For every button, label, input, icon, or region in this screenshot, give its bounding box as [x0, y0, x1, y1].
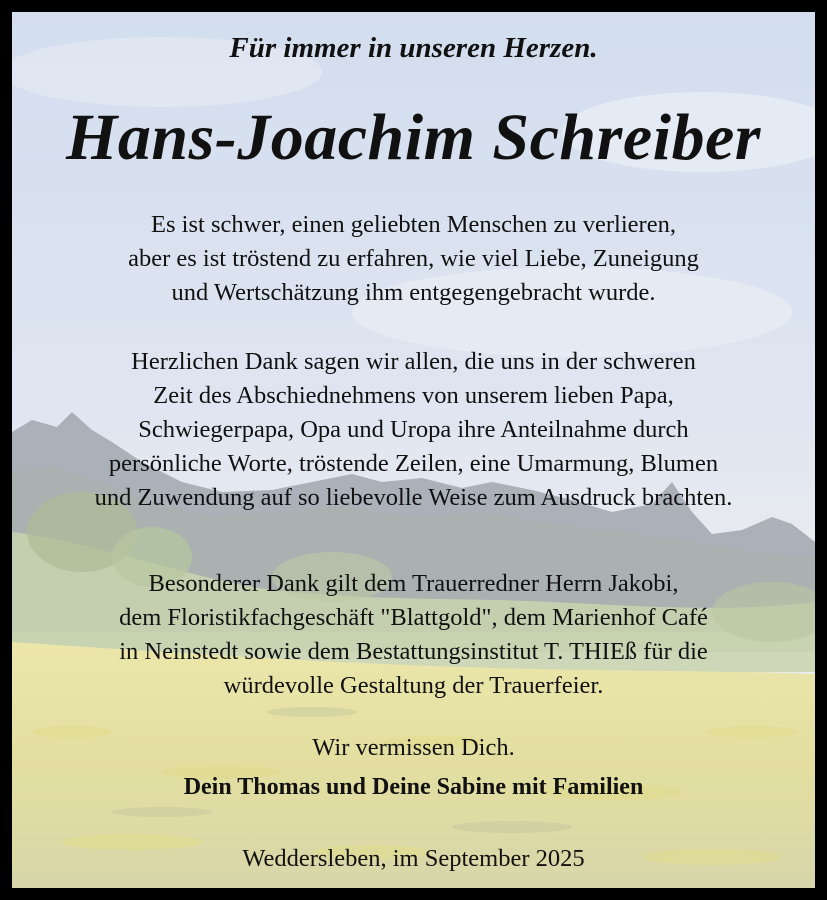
paragraph-3-line: dem Floristikfachgeschäft "Blattgold", dem Marienhof Café	[119, 604, 708, 631]
paragraph-3-line: Besonderer Dank gilt dem Trauerredner Herrn Jakobi,	[148, 570, 679, 597]
obituary-card	[12, 12, 815, 888]
paragraph-3-line: in Neinstedt sowie dem Bestattungsinstitut T. THIEß für die	[119, 638, 708, 665]
deceased-name: Hans-Joachim Schreiber	[66, 101, 761, 174]
notice-text	[12, 12, 815, 888]
closing-line: Wir vermissen Dich.	[312, 734, 515, 761]
signature-line: Dein Thomas und Deine Sabine mit Familien	[183, 774, 644, 800]
paragraph-1-line: aber es ist tröstend zu erfahren, wie viel Liebe, Zuneigung	[128, 245, 699, 272]
paragraph-3-line: würdevolle Gestaltung der Trauerfeier.	[223, 672, 604, 699]
paragraph-2-line: persönliche Worte, tröstende Zeilen, eine Umarmung, Blumen	[108, 450, 719, 477]
dedication-line: Für immer in unseren Herzen.	[229, 32, 598, 64]
place-date-line: Weddersleben, im September 2025	[242, 845, 585, 872]
paragraph-2-line: Schwiegerpapa, Opa und Uropa ihre Anteilnahme durch	[138, 416, 689, 443]
paragraph-1-line: Es ist schwer, einen geliebten Menschen zu verlieren,	[151, 211, 676, 238]
paragraph-2-line: Herzlichen Dank sagen wir allen, die uns in der schweren	[131, 348, 696, 375]
paragraph-2-line: und Zuwendung auf so liebevolle Weise zum Ausdruck brachten.	[94, 484, 733, 511]
paragraph-1-line: und Wertschätzung ihm entgegengebracht wurde.	[171, 279, 656, 306]
paragraph-2-line: Zeit des Abschiednehmens von unserem lieben Papa,	[153, 382, 674, 409]
